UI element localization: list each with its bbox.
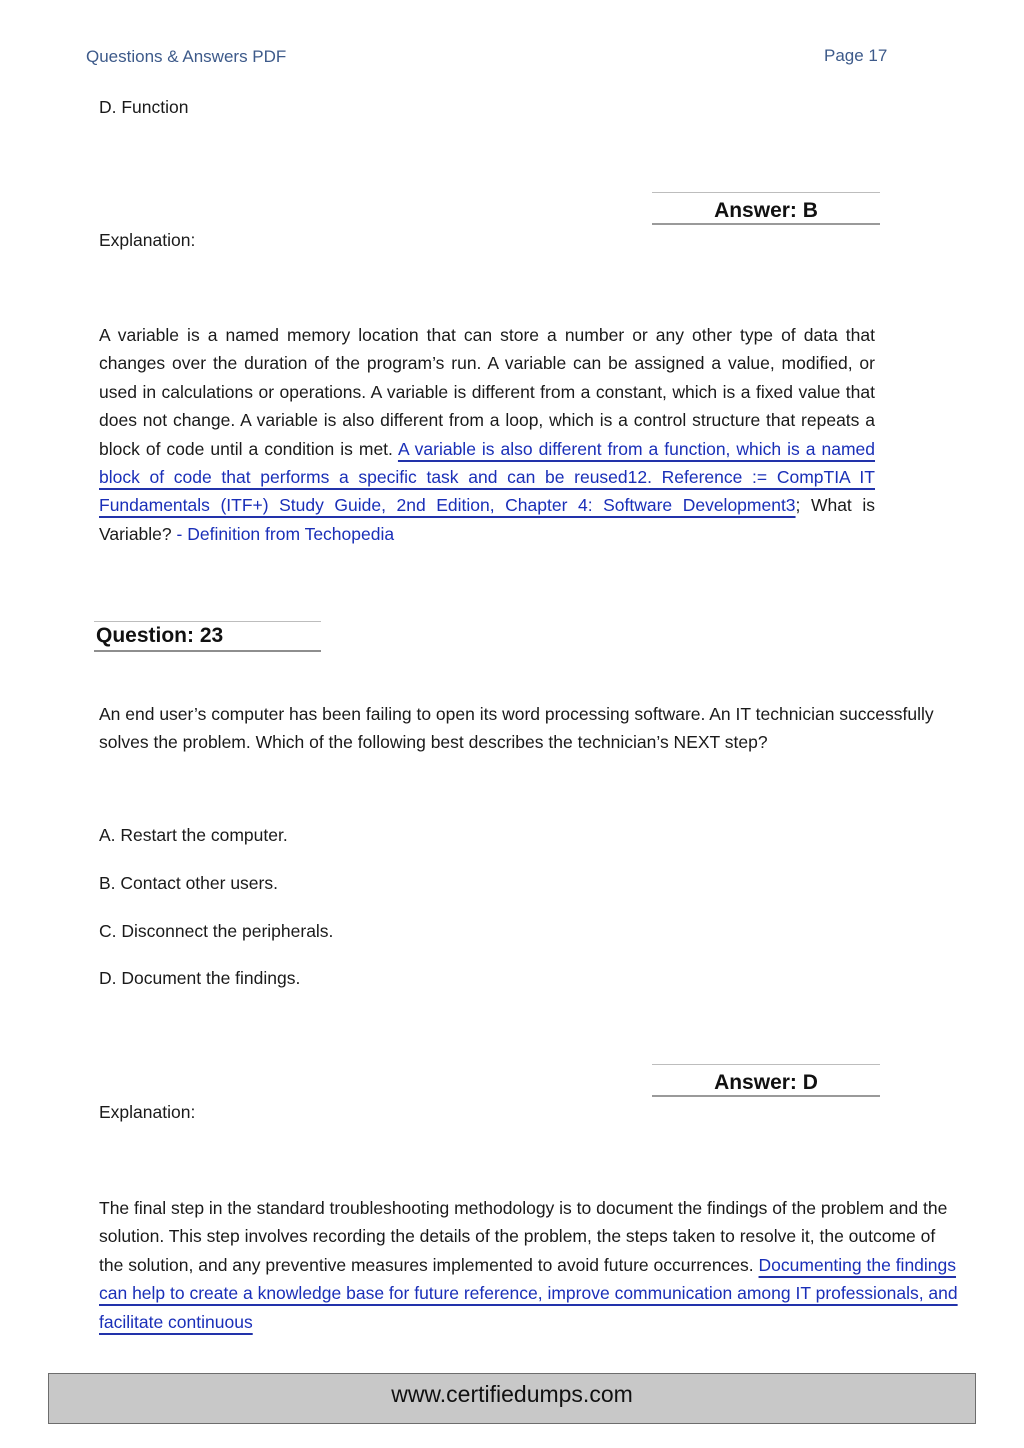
document-title: Questions & Answers PDF (86, 47, 287, 66)
footer-url[interactable]: www.certifiedumps.com (391, 1381, 633, 1407)
question-text: An end user’s computer has been failing to open its word processing software. An IT technician successfully solves the problem. Which of the following best describes the technician’s NEXT step? (99, 704, 934, 753)
option-b: B. Contact other users. (99, 873, 278, 893)
answer-box (652, 1064, 880, 1097)
page-number: Page 17 (824, 46, 888, 65)
explanation-label-prev: Explanation: (99, 230, 196, 250)
answer-label: Answer: D (714, 1071, 818, 1094)
explanation-paragraph-prev (99, 321, 875, 548)
explanation-text: The final step in the standard troubleshooting methodology is to document the findings of the problem and the solution. This step involves recording the details of the problem, the steps taken to resolve it, the outcome of the solution, and any preventive measures implemented to avoid future occurrences. (99, 1198, 948, 1275)
explanation-middle-text: ; What is Variable? (99, 495, 875, 544)
explanation-link[interactable]: Documenting the findings can help to create a knowledge base for future reference, improve communication among IT professionals, and facilitate continuous (99, 1254, 958, 1332)
reference-link[interactable]: A variable is also different from a function, which is a named block of code that performs a specific task and can be reused12. Reference := CompTIA IT Fundamentals (ITF+) Study Guide, 2nd Edition, Chapter 4: Software Development3 (99, 438, 876, 516)
question-heading-box (94, 621, 321, 652)
answer-label-prev: Answer: B (714, 199, 818, 222)
explanation-paragraph (99, 1194, 959, 1336)
option-c: C. Disconnect the peripherals. (99, 921, 334, 941)
explanation-text: A variable is a named memory location that can store a number or any other type of data that changes over the duration of the program’s run. A variable can be assigned a value, modified, or used in calculations or operations. A variable is different from a constant, which is a fixed value that does not change. A variable is also different from a loop, which is a control structure that repeats a block of code until a condition is met. (99, 325, 875, 459)
footer-banner (48, 1373, 976, 1424)
explanation-label: Explanation: (99, 1102, 196, 1122)
answer-box-prev (652, 192, 880, 225)
techopedia-link[interactable]: - Definition from Techopedia (176, 523, 395, 544)
option-d-prev: D. Function (99, 97, 189, 117)
question-heading: Question: 23 (96, 624, 224, 647)
option-a: A. Restart the computer. (99, 825, 288, 845)
option-d: D. Document the findings. (99, 968, 301, 988)
